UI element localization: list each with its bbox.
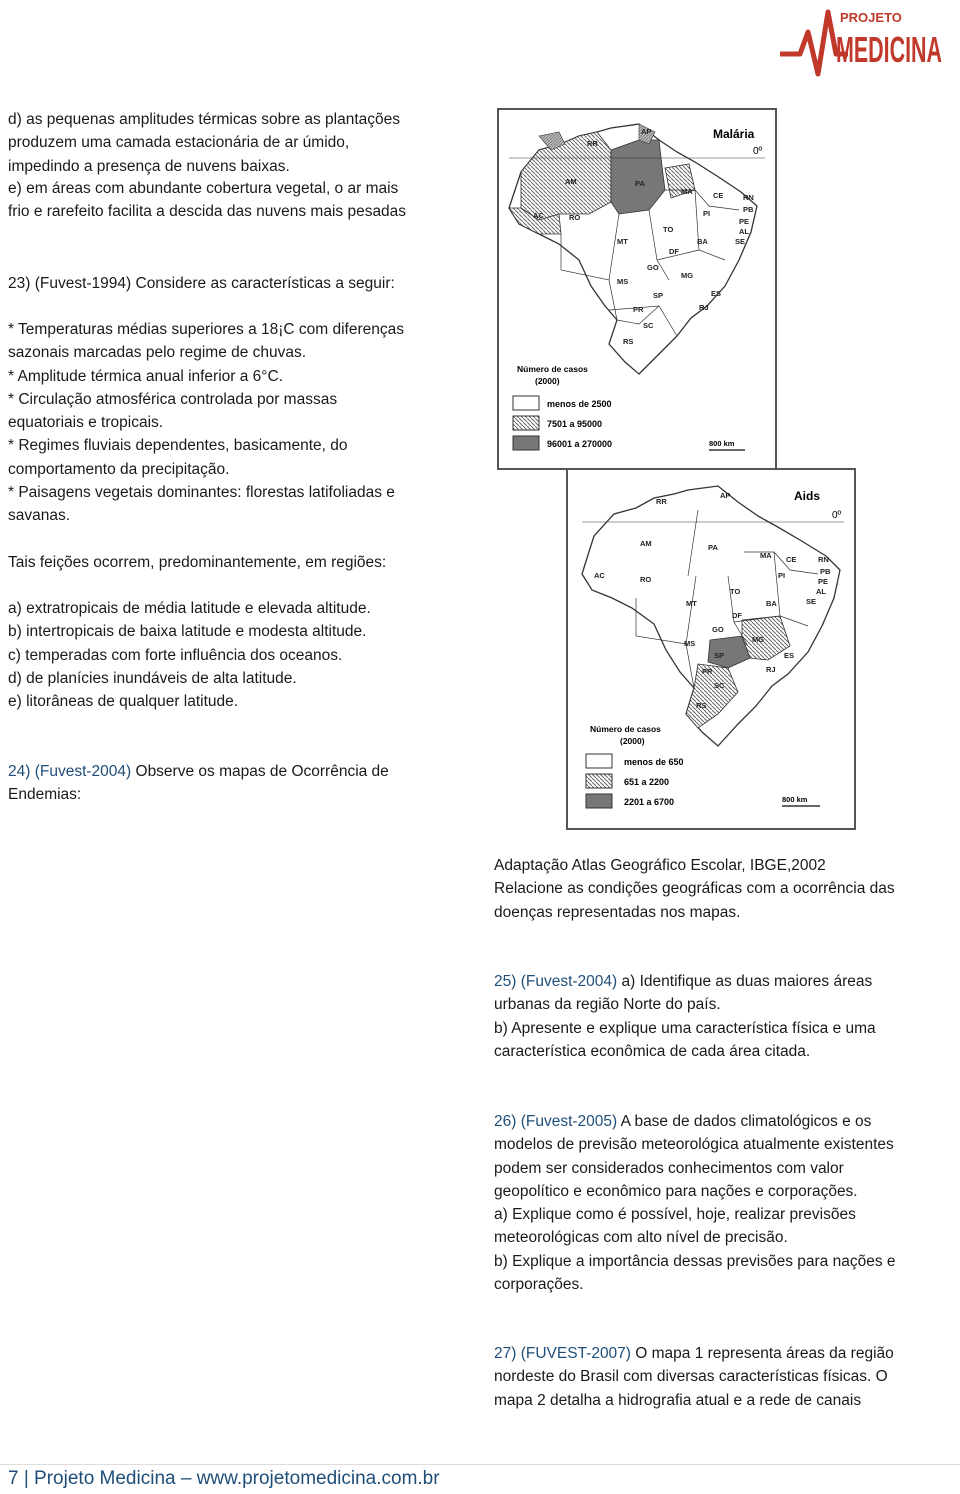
svg-text:SP: SP xyxy=(714,651,725,660)
svg-text:MT: MT xyxy=(686,599,697,608)
svg-text:DF: DF xyxy=(669,247,679,256)
svg-text:SE: SE xyxy=(735,237,746,246)
svg-text:PR: PR xyxy=(633,305,644,314)
legend-item-2: 7501 a 95000 xyxy=(547,419,603,429)
svg-text:AP: AP xyxy=(720,491,731,500)
aids-map xyxy=(566,468,856,830)
q27-text: O mapa 1 representa áreas da região nordeste do Brasil com diversas características físicas. O mapa 2 detalha a hidrografia atual e a rede de canais xyxy=(494,1345,894,1409)
intro-option-e: e) em áreas com abundante cobertura vegetal, o ar mais frio e rarefeito facilita a descida das nuvens mais pesadas xyxy=(8,180,407,221)
page-footer: 7 | Projeto Medicina – www.projetomedicina.com.br xyxy=(8,1468,440,1489)
svg-text:PI: PI xyxy=(778,571,786,580)
q26-text: A base de dados climatológicos e os modelos de previsão meteorológica atualmente existentes podem ser considerados conhecimentos com valor geopolítico e econômico para nações e corporações. a) Explique como é possível, hoje, realizar previsões meteorológicas com alto nível de precisão. b) Explique a importância dessas previsões para nações e corporações. xyxy=(494,1113,896,1294)
svg-text:RJ: RJ xyxy=(766,665,776,674)
svg-text:ES: ES xyxy=(784,651,795,660)
q25-text: a) Identifique as duas maiores áreas urbanas da região Norte do país. b) Apresente e explique uma característica física e uma característica econômica de cada área citada. xyxy=(494,973,876,1060)
svg-text:PA: PA xyxy=(635,179,645,188)
svg-text:MG: MG xyxy=(752,635,765,644)
footer-divider xyxy=(0,1464,960,1465)
svg-text:PB: PB xyxy=(743,205,754,214)
svg-text:SC: SC xyxy=(643,321,654,330)
svg-text:MS: MS xyxy=(684,639,696,648)
svg-text:MG: MG xyxy=(681,271,694,280)
aids-title: Aids xyxy=(794,489,821,503)
svg-text:SP: SP xyxy=(653,291,664,300)
svg-text:BA: BA xyxy=(766,599,777,608)
q23-options: a) extratropicais de média latitude e elevada altitude. b) intertropicais de baixa latitude e modesta altitude. c) temperadas com forte influência dos oceanos. d) de planícies inundáveis de alta latitude. e) litorâneas de qualquer latitude. xyxy=(8,600,371,711)
svg-text:PB: PB xyxy=(820,567,831,576)
svg-text:ES: ES xyxy=(711,289,722,298)
svg-text:TO: TO xyxy=(730,587,741,596)
svg-text:PI: PI xyxy=(703,209,711,218)
svg-text:PE: PE xyxy=(818,577,829,586)
logo-line1: PROJETO xyxy=(840,10,902,25)
svg-text:RS: RS xyxy=(696,701,707,710)
scale-bar-label: 800 km xyxy=(782,795,808,804)
scale-bar-label: 800 km xyxy=(709,439,735,448)
svg-text:PR: PR xyxy=(702,667,713,676)
svg-text:DF: DF xyxy=(732,611,742,620)
q23-question: Tais feições ocorrem, predominantemente, em regiões: xyxy=(8,554,387,571)
q24-statement xyxy=(8,760,389,807)
svg-text:MA: MA xyxy=(760,551,772,560)
svg-text:AL: AL xyxy=(816,587,826,596)
q24-text: Observe os mapas de Ocorrência de Endemias: xyxy=(8,763,389,804)
svg-text:RS: RS xyxy=(623,337,634,346)
svg-text:AM: AM xyxy=(565,177,577,186)
svg-text:AP: AP xyxy=(641,127,652,136)
svg-text:GO: GO xyxy=(712,625,724,634)
legend-item-3: 96001 a 270000 xyxy=(547,439,613,449)
svg-text:MT: MT xyxy=(617,237,628,246)
svg-text:RR: RR xyxy=(587,139,598,148)
equator-label: 0º xyxy=(753,146,763,157)
svg-text:GO: GO xyxy=(647,263,659,272)
malaria-map xyxy=(497,108,777,470)
svg-text:AL: AL xyxy=(739,227,749,236)
equator-label: 0º xyxy=(832,510,842,521)
svg-text:AM: AM xyxy=(640,539,652,548)
legend-item-1: menos de 650 xyxy=(624,757,684,767)
legend-item-3: 2201 a 6700 xyxy=(624,797,675,807)
svg-text:RN: RN xyxy=(818,555,829,564)
svg-text:RJ: RJ xyxy=(699,303,709,312)
q26-statement xyxy=(494,1110,896,1296)
svg-text:CE: CE xyxy=(786,555,797,564)
logo-line2: MEDICINA xyxy=(836,29,942,70)
svg-text:MA: MA xyxy=(681,187,693,196)
projeto-medicina-logo xyxy=(778,4,944,82)
svg-text:PE: PE xyxy=(739,217,750,226)
q24-label: 24) (Fuvest-2004) xyxy=(8,763,132,780)
map-source-and-prompt: Adaptação Atlas Geográfico Escolar, IBGE,2002 Relacione as condições geográficas com a ocorrência das doenças representadas nos mapas. xyxy=(494,857,895,921)
q27-statement xyxy=(494,1342,894,1412)
legend-title-line1: Número de casos xyxy=(517,364,588,374)
q23-title: 23) (Fuvest-1994) Considere as características a seguir: xyxy=(8,275,395,292)
legend-item-2: 651 a 2200 xyxy=(624,777,670,787)
svg-text:SC: SC xyxy=(714,681,725,690)
q26-label: 26) (Fuvest-2005) xyxy=(494,1113,618,1130)
legend-title-line2: (2000) xyxy=(620,736,645,746)
svg-text:TO: TO xyxy=(663,225,674,234)
svg-text:SE: SE xyxy=(806,597,817,606)
svg-text:RR: RR xyxy=(656,497,667,506)
q27-label: 27) (FUVEST-2007) xyxy=(494,1345,631,1362)
legend-item-1: menos de 2500 xyxy=(547,399,612,409)
legend-title-line1: Número de casos xyxy=(590,724,661,734)
svg-text:RO: RO xyxy=(640,575,652,584)
svg-text:MS: MS xyxy=(617,277,629,286)
svg-text:RO: RO xyxy=(569,213,581,222)
svg-text:CE: CE xyxy=(713,191,724,200)
legend-title-line2: (2000) xyxy=(535,376,560,386)
q25-label: 25) (Fuvest-2004) xyxy=(494,973,618,990)
svg-text:PA: PA xyxy=(708,543,718,552)
svg-text:AC: AC xyxy=(533,211,544,220)
q23-characteristics: * Temperaturas médias superiores a 18¡C com diferenças sazonais marcadas pelo regime de chuvas. * Amplitude térmica anual inferior a 6°C. * Circulação atmosférica controlada por massas equatoriais e tropicais. * Regimes fluviais dependentes, basicamente, do comportamento da precipitação. * Paisagens vegetais dominantes: florestas latifoliadas e savanas. xyxy=(8,321,405,525)
malaria-title: Malária xyxy=(713,127,755,141)
svg-text:RN: RN xyxy=(743,193,754,202)
svg-text:AC: AC xyxy=(594,571,605,580)
intro-option-d: d) as pequenas amplitudes térmicas sobre as plantações produzem uma camada estacionária de ar úmido, impedindo a presença de nuvens baixas. xyxy=(8,111,401,175)
svg-text:BA: BA xyxy=(697,237,708,246)
q25-statement xyxy=(494,970,876,1063)
